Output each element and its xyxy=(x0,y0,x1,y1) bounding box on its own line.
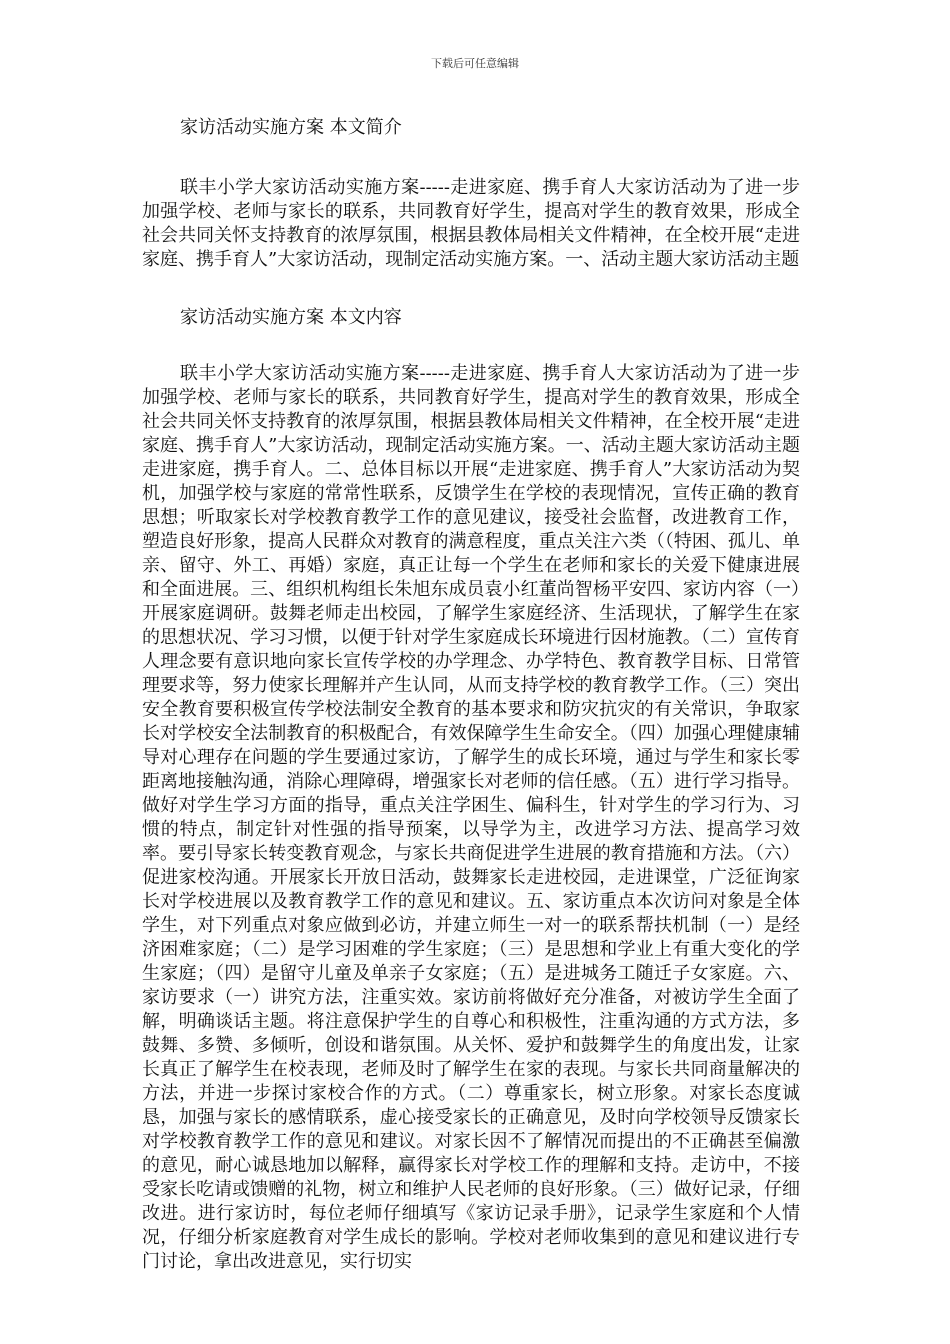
content-heading: 家访活动实施方案 本文内容 xyxy=(180,307,402,328)
intro-heading: 家访活动实施方案 本文简介 xyxy=(180,117,402,138)
spacer xyxy=(142,272,800,298)
page-header-note: 下载后可任意编辑 xyxy=(431,57,519,70)
spacer xyxy=(142,336,800,362)
document-body xyxy=(142,108,800,1274)
spacer xyxy=(142,146,800,176)
content-paragraph: 联丰小学大家访活动实施方案-----走进家庭、携手育人大家访活动为了进一步加强学校、老师与家长的联系，共同教育好学生，提高对学生的教育效果，形成全社会共同关怀支持教育的浓厚氛围，根据县教体局相关文件精神，在全校开展“走进家庭、携手育人”大家访活动，现制定活动实施方案。一、活动主题大家访活动主题走进家庭，携手育人。二、总体目标以开展“走进家庭、携手育人”大家访活动为契机，加强学校与家庭的常常性联系，反馈学生在学校的表现情况，宣传正确的教育思想；听取家长对学校教育教学工作的意见建议，接受社会监督，改进教育工作，塑造良好形象，提高人民群众对教育的满意程度，重点关注六类（（特困、孤儿、单亲、留守、外工、再婚）家庭，真正让每一个学生在老师和家长的关爱下健康进展和全面进展。三、组织机构组长朱旭东成员袁小红董尚智杨平安四、家访内容（一）开展家庭调研。鼓舞老师走出校园，了解学生家庭经济、生活现状，了解学生在家的思想状况、学习习惯，以便于针对学生家庭成长环境进行因材施教。（二）宣传育人理念要有意识地向家长宣传学校的办学理念、办学特色、教育教学目标、日常管理要求等，努力使家长理解并产生认同，从而支持学校的教育教学工作。（三）突出安全教育要积极宣传学校法制安全教育的基本要求和防灾抗灾的有关常识，争取家长对学校安全法制教育的积极配合，有效保障学生生命安全。（四）加强心理健康辅导对心理存在问题的学生要通过家访，了解学生的成长环境，通过与学生和家长零距离地接触沟通，消除心理障碍，增强家长对老师的信任感。（五）进行学习指导。做好对学生学习方面的指导，重点关注学困生、偏科生，针对学生的学习行为、习惯的特点，制定针对性强的指导预案，以导学为主，改进学习方法、提高学习效率。要引导家长转变教育观念，与家长共商促进学生进展的教育措施和方法。（六）促进家校沟通。开展家长开放日活动，鼓舞家长走进校园，走进课堂，广泛征询家长对学校进展以及教育教学工作的意见和建议。五、家访重点本次访问对象是全体学生，对下列重点对象应做到必访，并建立师生一对一的联系帮扶机制（一）是经济困难家庭；（二）是学习困难的学生家庭；（三）是思想和学业上有重大变化的学生家庭；（四）是留守儿童及单亲子女家庭；（五）是进城务工随迁子女家庭。六、家访要求（一）讲究方法，注重实效。家访前将做好充分准备，对被访学生全面了解，明确谈话主题。将注意保护学生的自尊心和积极性，注重沟通的方式方法，多鼓舞、多赞、多倾听，创设和谐氛围。从关怀、爱护和鼓舞学生的角度出发，让家长真正了解学生在校表现，老师及时了解学生在家的表现。与家长共同商量解决的方法，并进一步探讨家校合作的方式。（二）尊重家长，树立形象。对家长态度诚恳，加强与家长的感情联系，虚心接受家长的正确意见，及时向学校领导反馈家长对学校教育教学工作的意见和建议。对家长因不了解情况而提出的不正确甚至偏激的意见，耐心诚恳地加以解释，赢得家长对学校工作的理解和支持。走访中，不接受家长吃请或馈赠的礼物，树立和维护人民老师的良好形象。（三）做好记录，仔细改进。进行家访时，每位老师仔细填写《家访记录手册》，记录学生家庭和个人情况，仔细分析家庭教育对学生成长的影响。学校对老师收集到的意见和建议进行专门讨论，拿出改进意见，实行切实 xyxy=(142,363,800,1272)
intro-paragraph: 联丰小学大家访活动实施方案-----走进家庭、携手育人大家访活动为了进一步加强学校、老师与家长的联系，共同教育好学生，提高对学生的教育效果，形成全社会共同关怀支持教育的浓厚氛围，根据县教体局相关文件精神，在全校开展“走进家庭、携手育人”大家访活动，现制定活动实施方案。一、活动主题大家访活动主题 xyxy=(142,177,800,270)
